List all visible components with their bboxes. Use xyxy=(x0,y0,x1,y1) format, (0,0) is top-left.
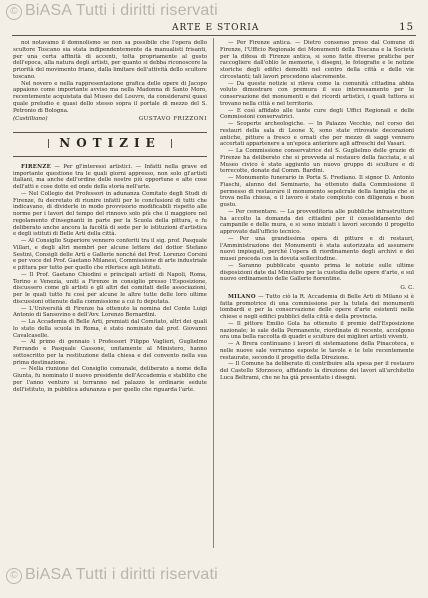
news-item xyxy=(220,40,414,81)
watermark-top xyxy=(6,2,218,20)
news-text: — Il Comune ha deliberato di contribuire alla spesa per il restauro del Castello Sforzesco, affidando la direzione dei lavori all'architetto Luca Beltrami, che ne ha già presentato i disegni. xyxy=(220,361,414,381)
news-item xyxy=(220,341,414,361)
section-banner xyxy=(13,132,207,157)
signature xyxy=(13,116,207,123)
watermark-text: BiASA Tutti i diritti riservati xyxy=(25,2,218,19)
column-divider xyxy=(213,38,214,548)
news-item xyxy=(220,108,414,122)
news-text: — Al primo di gennaio i Professori Filippo Vaglieri, Guglielmo Ferrando e Pasquale Cassone, unitamente al Ministero, hanno sottoscritto per la restituzione della chiesa e del convento nella sua prima destinazione. xyxy=(13,339,207,366)
author-initials: G. C. xyxy=(400,285,414,291)
watermark-text: BiASA Tutti i diritti riservati xyxy=(25,566,218,583)
news-text: — Da queste notizie si rileva come la comunità cittadina abbia voluto dimostrare con premura il suo interessamento per la conservazione dei monumenti e dei ricordi artistici, i quali tuttora si trovano nella città e nel territorio. xyxy=(220,80,414,107)
news-item xyxy=(220,175,414,209)
news-item xyxy=(13,272,207,306)
news-item xyxy=(220,361,414,381)
header-rule xyxy=(12,35,416,36)
news-city: MILANO xyxy=(228,293,256,300)
news-item xyxy=(13,306,207,320)
news-item xyxy=(220,321,414,341)
news-item xyxy=(13,319,207,339)
news-item xyxy=(220,121,414,148)
news-text: — Il pittore Emilio Gola ha ottenuto il premio dell'Esposizione nazionale; le sale della Permanente, riordinate di recente, accolgono ora una bella raccolta di quadri e sculture dei migliori artisti viventi. xyxy=(220,320,414,341)
news-item xyxy=(220,209,414,236)
news-city: FIRENZE xyxy=(21,163,52,170)
news-text: — Il Prof. Gaetano Chiodini e principali artisti di Napoli, Roma, Torino e Venezia, uniti a Firenze in consiglio presso l'Esposizione, discussero come gli artisti e gli altri dei comitati delle associazioni, per le quali tutto fu così per alcune le altre tutte delle loro ultime discussioni ottenute dalla commissione a cui fu deputata. xyxy=(13,271,207,305)
news-text: — La Commissione conservatrice del S. Guglielmo delle grazie di Firenze ha deliberato che si provveda al restauro della facciata, e al Museo civico è stato aggiunto un nuovo gruppo di sculture e di terrecotte, donate dal Comm. Bardini. xyxy=(220,148,414,175)
news-text: — L'Università di Firenze ha ottenuto la nomina del Conte Luigi Antonio di Sansovino e dell'Avv. Lorenzo Bernardini. xyxy=(13,305,207,319)
news-item xyxy=(220,236,414,263)
news-text: — E così affidato alle tante cure degli Uffici Regionali e delle Commissioni conservatrici. xyxy=(220,107,414,121)
section-title: NOTIZIE xyxy=(48,139,171,148)
signature-author: GUSTAVO FRIZZONI xyxy=(138,116,207,123)
news-item xyxy=(220,148,414,175)
news-text: — Per gl'interessi artistici. — Infatti nella grave ed importante questione tra le quali giorni appresso, non solo gl'artisti italiani, ma anche dell'ordine delle nostre più opportune e alte cose dell'atti e cose dotte ed onde della storia nell'arte. xyxy=(13,163,207,190)
news-item xyxy=(220,81,414,108)
news-item xyxy=(13,238,207,272)
copyright-icon: © xyxy=(6,568,22,584)
watermark-bottom xyxy=(6,566,218,584)
news-text: — Per cementare. — La provveditoria alle pubbliche infrastrutture ha accolto la domanda dei cittadini per il consolidamento del campanile e delle mura, e si sono iniziati i lavori secondo il progetto approvato dall'ufficio tecnico. xyxy=(220,208,414,235)
news-item xyxy=(220,263,414,283)
news-text: — Al Consiglio Superiore vennero conferiti tra il sig. prof. Pasquale Villari, e degli altri membri per alcune lettere del dottor Stefano Sestini, Consigli delle Arti e Gallerie nonché del Prof. Lorenzo Corsini e per voce del Prof. Gaetano Milanesi, Commissione di arte industriale e pittura per tutto per quello che riferisce agli Istituti. xyxy=(13,238,207,271)
signature-place: (Castilliano) xyxy=(13,116,48,123)
page-number: 15 xyxy=(399,22,414,33)
right-column xyxy=(220,40,414,382)
paragraph: noi notavamo il domnolismo se non sa possibile che l'opera dello scultore Toscano sia stata indipendentemente da manualisti frisanti, per una certa affinità di accenti, tolta propriamente al gusto dell'epoca, alla natura degli artisti, per quanto si debba riconoscere la priorità del movimento friano, dalla limitare dell'attività dello scultore toscano. xyxy=(13,40,207,80)
news-text: — Scoperte archeologiche. — In Palazzo Vecchio, nel corso dei restauri della sala di Leone X, sono state ritrovate decorazioni antiche, pitture a fresco e ornati che per mezzo di saggi vennero accertati appartenere a un'epoca anteriore agli affreschi del Vasari. xyxy=(220,121,414,148)
news-item xyxy=(13,366,207,393)
running-head: ARTE E STORIA xyxy=(172,23,260,33)
news-text: — La Accademia di Belle Arti, premiati dal Comitato, altri dei quali lo stato della scuola in Roma, è stato nominato dal prof. Giovanni Cavalcaselle. xyxy=(13,319,207,339)
news-text: — Tutto ciò la R. Accademia di Belle Arti di Milano si è fatta promotrice di una commissione per la tutela dei monumenti lombardi e per la conservazione delle opere d'arte esistenti nelle chiese e negli edifici pubblici della città e della provincia. xyxy=(220,293,415,320)
news-item xyxy=(13,164,207,191)
news-text: — Per una grandissima opera di pitture e di restauri, l'Amministrazione dei Monumenti è stata autorizzata ad assumere nuovi impiegati, perché l'opera di riordinamento degli archivi e dei musei proceda con la dovuta sollecitudine. xyxy=(220,235,414,262)
news-item xyxy=(13,191,207,238)
news-text: — Per Firenze antica. — Dietro consenso preso dal Comune di Firenze, l'Ufficio Regionale dei Monumenti della Toscana e la Società per la difesa di Firenze antica, si sono fatte diverse pratiche per raccogliere dall'oblio le memorie, i disegni, le fotografie e le notizie storiche degli edifici demoliti nel centro della città e delle vie circostanti; tali lavori procedono alacremente. xyxy=(220,40,414,80)
news-text: — Nella riunione del Consiglio comunale, deliberato a nome della Giunta, fu nominato il nuovo presidente dell'Accademia e stabilito che per l'anno venturo si terranno nel palazzo le ordinarie sedute dell'istituto, in pubblica adunanza e per quello che riguarda l'arte. xyxy=(13,366,207,393)
news-item xyxy=(13,339,207,366)
paragraph: Nel novero e nella rappresentazione grafica delle opere di Jacopo appaiono come importante avviso ma nella Madonna di Santo Moro, recentemente acquistata dal Museo del Louvre, da considerarsi quasi quale preludio e quasi dello stesso sopra il portale di mezzo del S. Petronio di Bologna. xyxy=(13,80,207,114)
left-column xyxy=(13,40,207,393)
news-text: — A Brera continuano i lavori di sistemazione della Pinacoteca, e nelle nuove sale verranno esposte le tavole e le tele recentemente restaurate, secondo il progetto della Direzione. xyxy=(220,341,414,361)
news-text: — Monumento funerario in Porta S. Frediano. Il signor D. Antonio Fiaschi, alunno del Seminario, ha ottenuto dalla Commissione il permesso di restaurare il monumento sepolcrale della famiglia che si trova nella chiesa, e il lavoro è stato compiuto con diligenza e buon gusto. xyxy=(220,175,414,208)
copyright-icon: © xyxy=(6,4,22,20)
news-text: — Nel Collegio dei Professori in adunanza Comitato degli Studi di Firenze, fu decretato di riunire infatti per le conclusioni di tutti che indicavano, di dividerle in modo provvisorio modificabili rispetto alle norme per i lavori del tempo del rinnovo solo più che il maggiore nel regolamento d'insegnanti in parte per la Scuola della pittura, e fu deliberato anche ancora la facoltà di sede per le istituzioni d'artistica e degli istituti di Belle Arti della città. xyxy=(13,190,207,238)
news-text: — Saranno pubblicate quanto prima le notizie sulle ultime disposizioni date dal Ministero per la custodia delle opere d'arte, e sul nuovo ordinamento delle Gallerie fiorentine. xyxy=(220,262,414,283)
news-item xyxy=(220,294,414,321)
running-header xyxy=(12,22,418,36)
